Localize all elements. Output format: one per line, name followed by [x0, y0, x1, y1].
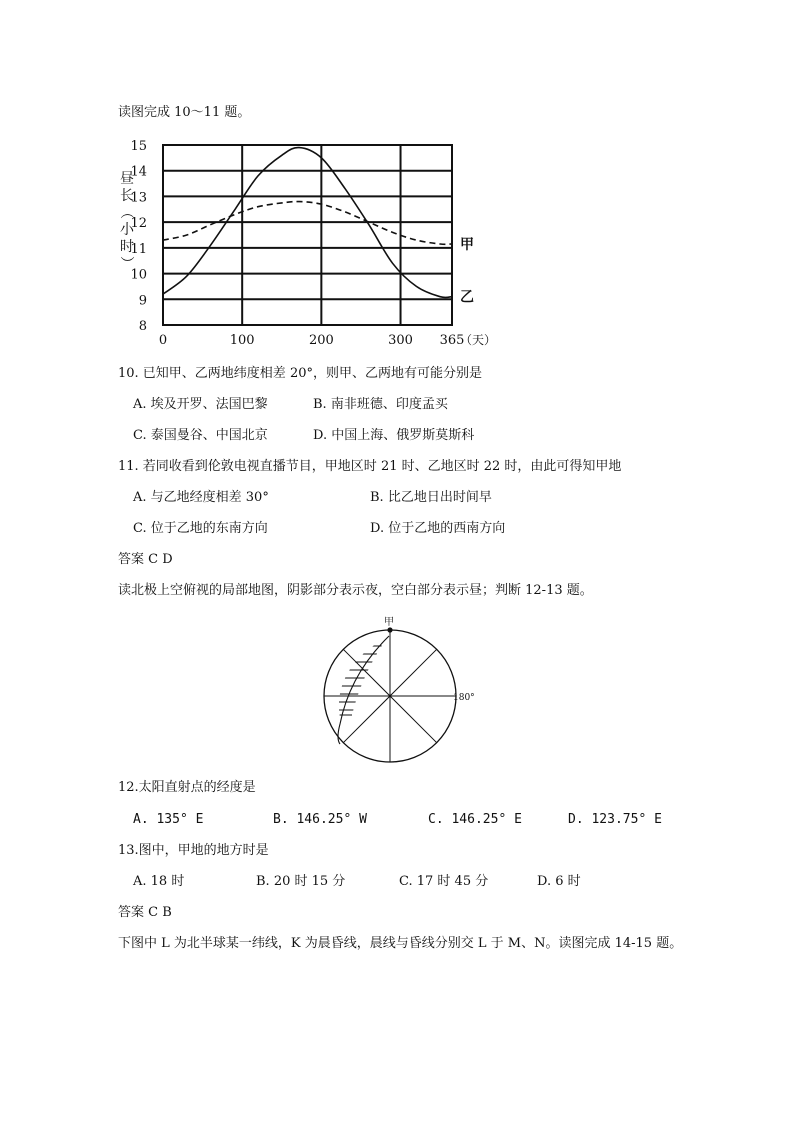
q10-option-a: A. 埃及开罗、法国巴黎	[133, 397, 268, 412]
y-tick-label-14: 14	[130, 164, 147, 180]
y-tick-label-13: 13	[130, 190, 147, 206]
x-tick-label-300: 300	[388, 333, 413, 348]
q11-option-a: A. 与乙地经度相差 30°	[133, 490, 269, 505]
q13-option-a: A. 18 时	[133, 874, 185, 889]
y-tick-label-11: 11	[130, 241, 147, 257]
y-axis-label-char: （	[118, 205, 134, 219]
y-tick-label-12: 12	[130, 216, 147, 232]
q12-stem: 12.太阳直射点的经度是	[118, 780, 256, 795]
x-tick-label-0: 0	[158, 333, 168, 348]
polar-daynight-figure	[310, 614, 510, 774]
point-jia-marker	[387, 627, 392, 632]
q13-option-b: B. 20 时 15 分	[256, 874, 346, 889]
x-tick-label-365: 365	[439, 333, 465, 348]
y-tick-label-15: 15	[130, 139, 147, 154]
q12-option-a: A. 135° E	[133, 812, 204, 827]
y-axis-label-char: 小	[120, 222, 134, 238]
point-jia-label: 甲	[384, 617, 394, 628]
intro-q14-15: 下图中 L 为北半球某一纬线，K 为晨昏线，晨线与昏线分别交 L 于 M、N。读图完成 14-15 题。	[118, 936, 683, 951]
q13-option-c: C. 17 时 45 分	[399, 874, 489, 889]
series-label-jia: 甲	[460, 237, 474, 253]
answer-q12-13: 答案 C B	[118, 905, 172, 920]
q12-option-b: B. 146.25° W	[273, 812, 367, 827]
meridian-180-label: 180°	[453, 693, 475, 703]
q10-option-b: B. 南非班德、印度孟买	[313, 397, 448, 412]
q10-stem: 10. 已知甲、乙两地纬度相差 20°，则甲、乙两地有可能分别是	[118, 366, 482, 381]
q10-option-c: C. 泰国曼谷、中国北京	[133, 428, 268, 443]
y-axis-label-char: 时	[120, 239, 134, 255]
q11-option-d: D. 位于乙地的西南方向	[370, 521, 506, 536]
y-tick-label-10: 10	[130, 267, 147, 283]
series-label-yi: 乙	[460, 289, 474, 306]
y-axis-label-char: 长	[120, 188, 134, 204]
q10-option-d: D. 中国上海、俄罗斯莫斯科	[313, 428, 475, 443]
x-tick-label-100: 100	[229, 333, 255, 348]
answer-q10-11: 答案 C D	[118, 552, 173, 567]
x-tick-label-200: 200	[308, 333, 334, 348]
chart-frame	[163, 145, 452, 325]
y-axis-label-char: 昼	[120, 171, 134, 187]
q13-option-d: D. 6 时	[537, 874, 581, 889]
intro-q10-11: 读图完成 10～11 题。	[118, 105, 251, 120]
q11-option-c: C. 位于乙地的东南方向	[133, 521, 268, 536]
q12-option-c: C. 146.25° E	[428, 812, 522, 827]
y-axis-label-char: ）	[118, 256, 134, 270]
q11-option-b: B. 比乙地日出时间早	[370, 490, 492, 505]
night-shading	[339, 638, 387, 715]
q13-stem: 13.图中，甲地的地方时是	[118, 843, 269, 858]
y-tick-label-8: 8	[138, 319, 147, 334]
intro-q12-13: 读北极上空俯视的局部地图，阴影部分表示夜，空白部分表示昼；判断 12-13 题。	[118, 583, 593, 598]
q12-option-d: D. 123.75° E	[568, 812, 662, 827]
daylength-chart	[115, 137, 497, 352]
x-axis-label: （天）	[460, 333, 497, 347]
y-tick-label-9: 9	[138, 293, 147, 309]
q11-stem: 11. 若同收看到伦敦电视直播节目，甲地区时 21 时、乙地区时 22 时，由此可得知甲地	[118, 459, 622, 474]
